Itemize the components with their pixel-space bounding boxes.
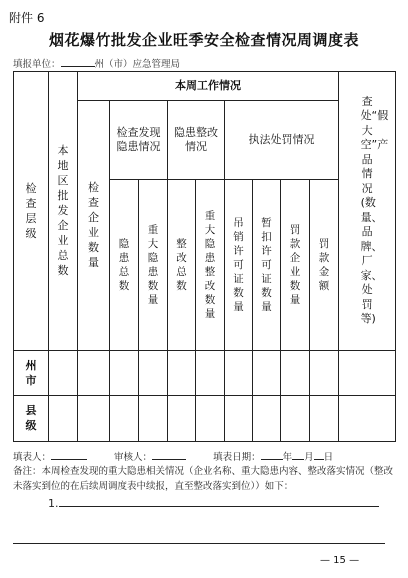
- report-unit-suffix: 州（市）应急管理局: [94, 59, 181, 70]
- table-row: [14, 396, 396, 442]
- table-cell[interactable]: [49, 396, 78, 442]
- table-cell[interactable]: [139, 351, 168, 396]
- table-cell[interactable]: [78, 351, 110, 396]
- table-cell[interactable]: [110, 351, 139, 396]
- table-cell[interactable]: [281, 396, 310, 442]
- table-cell[interactable]: [196, 351, 225, 396]
- day-blank[interactable]: [314, 449, 324, 460]
- reviewer-label: 审核人：: [114, 452, 153, 463]
- table-cell[interactable]: [168, 396, 196, 442]
- remark-item-1: [48, 495, 388, 511]
- signature-line: [13, 449, 398, 465]
- table-cell[interactable]: [49, 351, 78, 396]
- table-cell[interactable]: [310, 396, 339, 442]
- item-1-input-line[interactable]: [59, 495, 379, 507]
- header-major-rectified: 重大隐患整改数量: [196, 180, 225, 351]
- table-cell[interactable]: [78, 396, 110, 442]
- month-label: 月: [304, 452, 314, 463]
- table-cell[interactable]: [253, 351, 281, 396]
- header-fined: 罚款企业数量: [281, 180, 310, 351]
- header-hazards-found: 检查发现隐患情况: [110, 101, 168, 180]
- remark-note: 备注：本周检查发现的重大隐患相关情况（企业名称、重大隐患内容、整改落实情况（整改未落实到位的在后续周调度表中续报，直至整改落实到位））如下：: [13, 466, 394, 492]
- report-unit-label: 填报单位：: [13, 59, 61, 70]
- bottom-rule: [13, 543, 385, 544]
- row-label-prefecture: 州市: [14, 351, 49, 396]
- filler-blank[interactable]: [51, 449, 87, 460]
- item-number: 1.: [48, 497, 59, 510]
- header-major-hazard: 重大隐患数量: [139, 180, 168, 351]
- table-cell[interactable]: [339, 396, 396, 442]
- date-label: 填表日期：: [213, 452, 261, 463]
- header-fine-amount: 罚款金额: [310, 180, 339, 351]
- table-cell[interactable]: [110, 396, 139, 442]
- document-title: 烟花爆竹批发企业旺季安全检查情况周调度表: [48, 31, 359, 49]
- month-blank[interactable]: [292, 449, 304, 460]
- report-unit-line: [13, 56, 180, 70]
- header-enforcement: 执法处罚情况: [225, 101, 339, 180]
- day-label: 日: [323, 452, 334, 463]
- header-rectify: 隐患整改情况: [168, 101, 225, 180]
- table-cell[interactable]: [139, 396, 168, 442]
- header-suspend: 暂扣许可证数量: [253, 180, 281, 351]
- header-revoke: 吊销许可证数量: [225, 180, 253, 351]
- header-fake-products: 查处“假大空”产品情况(数量、品牌、厂家、处罚等): [339, 72, 396, 351]
- table-cell[interactable]: [168, 351, 196, 396]
- header-hazard-total: 隐患总数: [110, 180, 139, 351]
- table-cell[interactable]: [310, 351, 339, 396]
- year-blank[interactable]: [261, 449, 283, 460]
- table-cell[interactable]: [281, 351, 310, 396]
- table-cell[interactable]: [196, 396, 225, 442]
- header-checked-enterprises: 检查企业数量: [78, 101, 110, 351]
- year-label: 年: [282, 452, 293, 463]
- filler-label: 填表人：: [13, 452, 52, 463]
- report-unit-blank[interactable]: [61, 57, 95, 67]
- table-cell[interactable]: [225, 351, 253, 396]
- page-number: — 15 —: [320, 555, 360, 566]
- attachment-label: 附件 6: [9, 11, 45, 25]
- table-row: [14, 351, 396, 396]
- header-week-work: 本周工作情况: [78, 72, 339, 101]
- weekly-schedule-table: [13, 71, 396, 442]
- header-local-total: 本地区批发企业总数: [49, 72, 78, 351]
- table-cell[interactable]: [253, 396, 281, 442]
- header-rectify-total: 整改总数: [168, 180, 196, 351]
- header-check-level: 检查层级: [14, 72, 49, 351]
- row-label-county: 县级: [14, 396, 49, 442]
- reviewer-blank[interactable]: [152, 449, 186, 460]
- table-cell[interactable]: [339, 351, 396, 396]
- table-cell[interactable]: [225, 396, 253, 442]
